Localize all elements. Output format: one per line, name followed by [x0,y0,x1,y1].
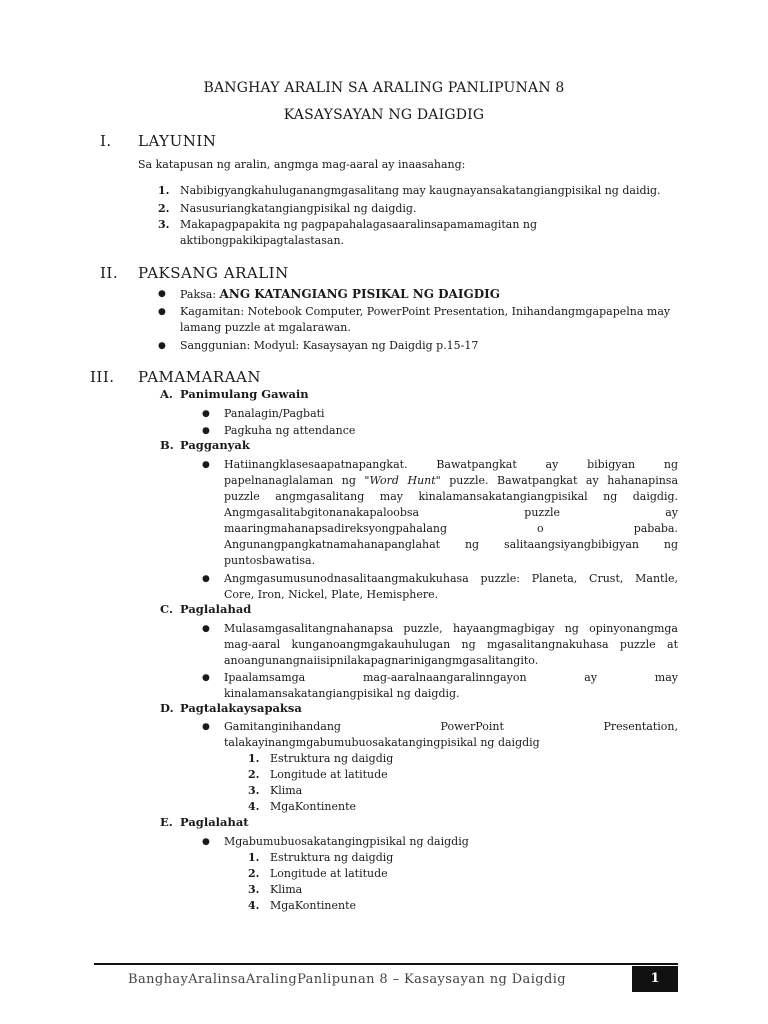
bullet-icon: ● [202,574,210,584]
list-item: ● Paksa: ANG KATANGIANG PISIKAL NG DAIGDIG [158,287,500,301]
section-paksang-aralin-heading [100,264,400,284]
footer-divider [94,963,678,965]
list-item: ● Mulasamgasalitangnahanapsa puzzle, hayaangmagbigay ng opinyonangmga mag-aaral kunganoangmgakauhulugan ng mgasalitangnakuhasa puzzle at anoangunangnaiisipnilakapagnarinigangmgasalitangito. [202,622,678,667]
list-item: 1. Estruktura ng daigdig [248,851,394,864]
paksa-value: ANG KATANGIANG PISIKAL NG DAIGDIG [219,287,500,301]
layunin-intro: Sa katapusan ng aralin, angmga mag-aaral ay inaasahang: [138,158,466,171]
list-item: 4. MgaKontinente [248,800,357,813]
list-item: 1. Nabibigyangkahuluganangmgasalitang may kaugnayansakatangiangpisikal ng daidig. [158,184,661,197]
list-item: 3. Klima [248,784,303,797]
subsection-heading: A. Panimulang Gawain [160,387,309,401]
list-item: 2. Longitude at latitude [248,768,388,781]
list-item: ● Mgabumubuosakatangingpisikal ng daigdig [202,835,469,848]
section-title: PAKSANG ARALIN [138,264,289,282]
bullet-icon: ● [158,289,166,299]
bullet-icon: ● [202,722,210,732]
page-number: 1 [632,966,678,992]
section-pamamaraan-heading [90,368,390,388]
subsection-heading: E. Paglalahat [160,815,249,829]
section-title: PAMAMARAAN [138,368,262,386]
list-item: 4. MgaKontinente [248,899,357,912]
bullet-icon: ● [202,673,210,683]
section-number: I. [100,132,112,150]
list-item: ● Pagkuha ng attendance [202,424,356,437]
list-item: ● Sanggunian: Modyul: Kasaysayan ng Daigdig p.15-17 [158,339,479,352]
subsection-heading: B. Pagganyak [160,438,250,452]
list-item: ● Ipaalamsamga mag-aaralnaangaralinngayon ay may kinalamansakatangiangpisikal ng daigdig. [202,671,678,700]
footer-text: BanghayAralinsaAralingPanlipunan 8 – Kasaysayan ng Daigdig [128,972,566,987]
bullet-icon: ● [158,341,166,351]
list-item: 1. Estruktura ng daigdig [248,752,394,765]
list-item: 3. Makapagpapakita ng pagpapahalagasaaralinsapamamagitan ng aktibongpakikipagtalastasan. [158,218,538,247]
word-hunt-emphasis: "Word Hunt" [364,474,441,487]
document-title: BANGHAY ARALIN SA ARALING PANLIPUNAN 8 [203,80,565,96]
bullet-icon: ● [202,624,210,634]
list-item: ● Angmgasumusunodnasalitaangmakukuhasa puzzle: Planeta, Crust, Mantle, Core, Iron, Nickel, Plate, Hemisphere. [202,572,678,601]
subsection-heading: C. Paglalahad [160,602,252,616]
list-item: ● Gamitanginihandang PowerPoint Presentation, talakayinangmgabumubuosakatangingpisikal ng daigdig [202,720,678,749]
bullet-icon: ● [202,409,210,419]
subsection-heading: D. Pagtalakaysapaksa [160,701,302,715]
document-subtitle: KASAYSAYAN NG DAIGDIG [283,107,485,123]
list-item: 2. Longitude at latitude [248,867,388,880]
list-item: ● Hatiinangklasesaapatnapangkat. Bawatpangkat ay bibigyan ng papelnanaglalaman ng "Word Hunt" puzzle. Bawatpangkat ay hahanapinsa puzzle angmgasalitang may kinalamansakatangiangpisikal ng daigdig. Angmgasalitabgitonanakapaloobsa puzzle ay maaringmahanapsadireksyongpahalang o pababa. Angunangpangkatnamahanapanglahat ng salitaangsiyangbibigyan ng puntosbawatisa. [202,458,679,567]
list-item: ● Panalagin/Pagbati [202,407,325,420]
bullet-icon: ● [158,307,166,317]
section-number: II. [100,264,119,282]
bullet-icon: ● [202,460,210,470]
section-number: III. [90,368,115,386]
list-item: ● Kagamitan: Notebook Computer, PowerPoint Presentation, Inihandangmgapapelna may lamang puzzle at mgalarawan. [158,305,671,334]
section-title: LAYUNIN [138,132,217,150]
section-layunin-heading [100,132,400,152]
list-item: 3. Klima [248,883,303,896]
bullet-icon: ● [202,837,210,847]
list-item: 2. Nasusuriangkatangiangpisikal ng daigdig. [158,202,417,215]
bullet-icon: ● [202,426,210,436]
